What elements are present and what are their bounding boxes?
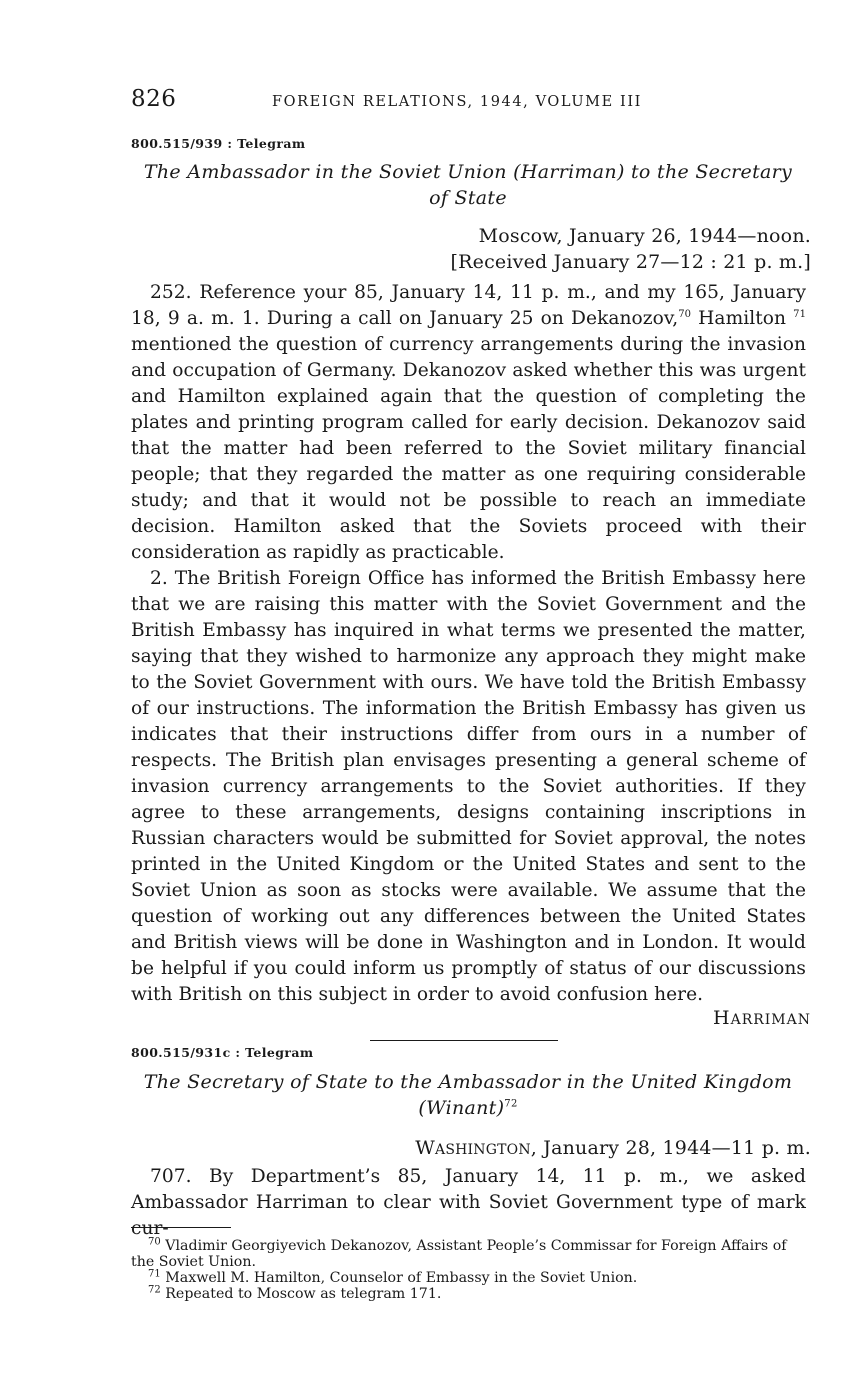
section-divider xyxy=(370,1040,558,1041)
doc2-title xyxy=(131,1069,805,1121)
doc1-file-id: 800.515/939 : Telegram xyxy=(131,136,306,151)
footnote-70: $^{70}$ Vladimir Georgiyevich Dekanozov, Assistant People’s Commissar for Foreign Affairs of the Soviet Union. xyxy=(131,1236,787,1270)
footnote-ref-71: 71 xyxy=(793,308,806,320)
footnote-divider xyxy=(131,1227,231,1228)
page-header xyxy=(131,86,811,120)
doc1-paragraph-1: 252. Reference your 85, January 14, 11 p. m., and my 165, January 18, 9 a. m. 1. During a call on January 25 on Dekanozov,$^{70}$ Hamilton $^{71}$ mentioned the question of currency arrangements during the invasion and occupation of Germany. Dekanozov asked whether this was urgent and Hamilton explained again that the question of completing the plates and printing program called for early decision. Dekanozov said that the matter had been referred to the Soviet military financial people; that they regarded the matter as one requiring considerable study; and that it would not be possible to reach an immediate decision. Hamilton asked that the Soviets proceed with their consideration as rapidly as practicable. xyxy=(131,282,806,563)
doc2-paragraph-1: 707. By Department’s 85, January 14, 11 p. m., we asked Ambassador Harriman to clear with Soviet Government type of mark cur- xyxy=(131,1166,806,1239)
doc1-title-line1: The Ambassador in the Soviet Union (Harriman) to the Secretary xyxy=(143,161,793,183)
doc1-body xyxy=(131,280,806,1008)
doc2-body xyxy=(131,1164,806,1242)
doc2-title-line2: (Winant)$^{72}$ xyxy=(418,1097,518,1119)
page-number: 826 xyxy=(131,86,177,112)
doc2-file-id: 800.515/931c : Telegram xyxy=(131,1045,314,1060)
footnotes xyxy=(131,1238,806,1302)
footnote-71: $^{71}$ Maxwell M. Hamilton, Counselor of Embassy in the Soviet Union. xyxy=(148,1268,638,1286)
doc1-signature: HARRIMAN xyxy=(713,1007,811,1029)
doc1-title xyxy=(131,159,805,211)
footnote-ref-72: 72 xyxy=(504,1098,518,1110)
footnote-ref-70: 70 xyxy=(678,308,692,320)
doc1-title-line2: of State xyxy=(429,187,507,209)
footnote-72: $^{72}$ Repeated to Moscow as telegram 171. xyxy=(148,1284,442,1302)
running-head: FOREIGN RELATIONS, 1944, VOLUME III xyxy=(272,94,642,110)
doc1-place-date: Moscow, January 26, 1944—noon. xyxy=(478,225,811,247)
doc2-title-line1: The Secretary of State to the Ambassador in the United Kingdom xyxy=(143,1071,793,1093)
doc1-received: [Received January 27—12 : 21 p. m.] xyxy=(450,251,811,273)
doc2-place-date: WASHINGTON, January 28, 1944—11 p. m. xyxy=(415,1137,811,1159)
doc1-paragraph-2: 2. The British Foreign Office has informed the British Embassy here that we are raising this matter with the Soviet Government and the British Embassy has inquired in what terms we presented the matter, saying that they wished to harmonize any approach they might make to the Soviet Government with ours. We have told the British Embassy of our instructions. The information the British Embassy has given us indicates that their instructions differ from ours in a number of respects. The British plan envisages presenting a general scheme of invasion currency arrangements to the Soviet authorities. If they agree to these arrangements, designs containing inscriptions in Russian characters would be submitted for Soviet approval, the notes printed in the United Kingdom or the United States and sent to the Soviet Union as soon as stocks were available. We assume that the question of working out any differences between the United States and British views will be done in Washington and in London. It would be helpful if you could inform us promptly of status of our discussions with British on this subject in order to avoid confusion here. xyxy=(131,568,806,1005)
